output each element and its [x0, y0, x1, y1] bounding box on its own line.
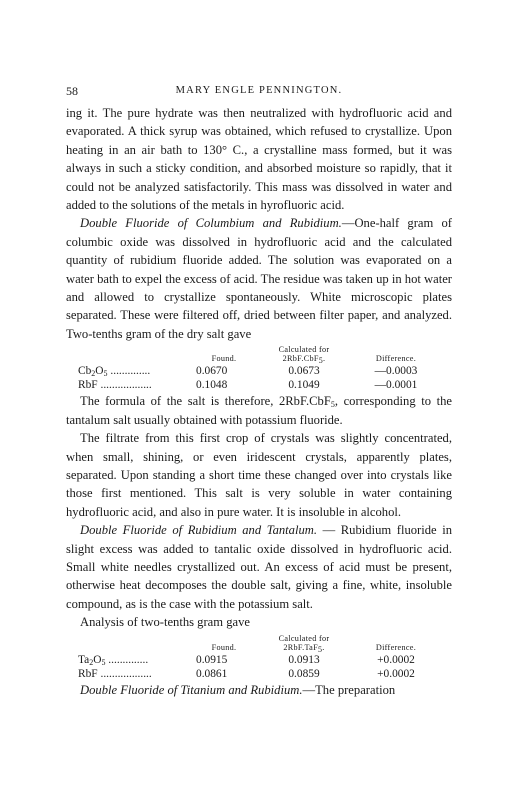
calculated-value: 0.0913	[288, 653, 320, 666]
section-heading-rubidium-tantalum: Double Fluoride of Rubidium and Tantalum.	[80, 523, 318, 538]
col-difference: Difference.	[375, 354, 417, 364]
paragraph-2	[66, 214, 452, 343]
calculated-value: 0.0673	[288, 365, 320, 378]
difference-value: +0.0002	[377, 653, 415, 666]
paragraph-4: The filtrate from this first crop of crystals was slightly concentrated, when small, shining, or even iridescent crystals, apparently plates, separated. Upon standing a short time these changed over into crystals like those first mentioned. This salt is very soluble in water containing hydrofluoric acid, and also in pure water. It is insoluble in alcohol.	[66, 431, 452, 519]
col-found: Found.	[211, 354, 237, 364]
table-header-row	[78, 345, 436, 364]
page-number: 58	[66, 84, 78, 98]
col-calculated: Calculated for 2RbF.CbF$_5$.	[278, 345, 330, 366]
table-row	[78, 364, 436, 378]
col-found: Found.	[211, 642, 237, 652]
paragraph-2-text: —One-half gram of columbic oxide was dissolved in hydrofluoric acid and the calculated quantity of rubidium fluoride added. The solution was evaporated on a water bath to expel the excess of acid. The residue was taken up in hot water and allowed to crystallize spontaneously. White microscopic plates separated. These were filtered off, dried between filter paper, and analyzed. Two-tenths gram of the dry salt gave	[66, 216, 452, 341]
table-row	[78, 667, 436, 681]
found-value: 0.0861	[196, 667, 228, 680]
row-label: $Cb_2O_5$ ..............	[78, 365, 151, 379]
book-page	[66, 84, 452, 699]
paragraph-6: Analysis of two-tenths gram gave	[80, 615, 250, 630]
running-header	[66, 84, 452, 104]
paragraph-5	[66, 521, 452, 613]
found-value: 0.0670	[196, 365, 228, 378]
table-row	[78, 378, 436, 392]
section-heading-columbium-rubidium: Double Fluoride of Columbium and Rubidium.	[80, 216, 342, 231]
row-label: RbF ..................	[78, 667, 152, 680]
found-value: 0.0915	[196, 653, 228, 666]
calculated-value: 0.0859	[288, 667, 320, 680]
analysis-table-2	[78, 634, 436, 681]
paragraph-7-text: —The preparation	[302, 682, 396, 697]
analysis-table-1	[78, 345, 436, 392]
difference-value: —0.0001	[374, 379, 418, 392]
paragraph-7	[66, 681, 452, 699]
row-label: $Ta_2O_5$ ..............	[78, 653, 149, 667]
row-label: RbF ..................	[78, 379, 152, 392]
table-header-row	[78, 634, 436, 653]
difference-value: +0.0002	[377, 667, 415, 680]
col-calculated: Calculated for 2RbF.TaF$_5$.	[278, 633, 330, 654]
found-value: 0.1048	[196, 379, 228, 392]
paragraph-5-text: — Rubidium fluoride in slight excess was added to tantalic oxide dissolved in hydrofluoric acid. Small white needles crystallized out. An excess of acid must be present, otherwise heat decomposes the double salt, giving a fine, white, insoluble compound, as is the case with the potassium salt.	[66, 523, 452, 611]
difference-value: —0.0003	[374, 365, 418, 378]
table-row	[78, 653, 436, 667]
paragraph-1: ing it. The pure hydrate was then neutralized with hydrofluoric acid and evaporated. A thick syrup was obtained, which refused to crystallize. Upon heating in an air bath to 130° C., a crystalline mass formed, but it was always in such a sticky condition, and absorbed moisture so rapidly, that it could not be analyzed satisfactorily. This mass was dissolved in water and added to the solutions of the metals in hyrofluoric acid.	[66, 106, 452, 213]
section-heading-titanium-rubidium: Double Fluoride of Titanium and Rubidium.	[80, 682, 303, 697]
col-difference: Difference.	[375, 642, 417, 652]
calculated-value: 0.1049	[288, 379, 320, 392]
paragraph-3: The formula of the salt is therefore, 2RbF.CbF$_5$, corresponding to the tantalum salt usually obtained with potassium fluoride.	[66, 394, 452, 427]
running-title: MARY ENGLE PENNINGTON.	[175, 85, 343, 96]
